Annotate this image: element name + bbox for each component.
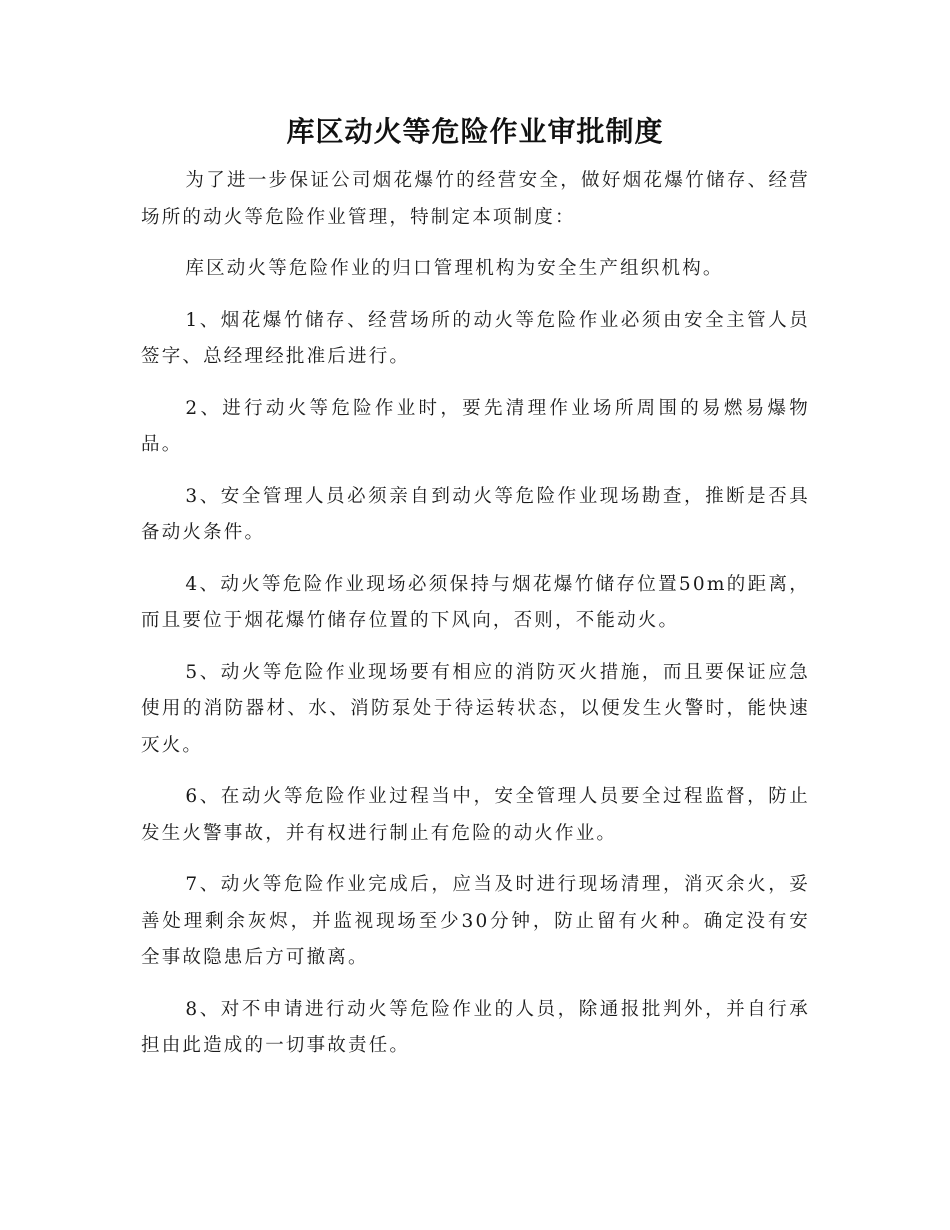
- rule-paragraph-7: 7、动火等危险作业完成后，应当及时进行现场清理，消灭余火，妥善处理剩余灰烬，并监视现场至少30分钟，防止留有火种。确定没有安全事故隐患后方可撤离。: [141, 874, 810, 968]
- management-paragraph: 库区动火等危险作业的归口管理机构为安全生产组织机构。: [185, 258, 724, 279]
- rule-paragraph-8: 8、对不申请进行动火等危险作业的人员，除通报批判外，并自行承担由此造成的一切事故责任。: [141, 998, 810, 1056]
- rule-paragraph-3: 3、安全管理人员必须亲自到动火等危险作业现场勘查，推断是否具备动火条件。: [141, 485, 810, 543]
- rule-paragraph-5: 5、动火等危险作业现场要有相应的消防灭火措施，而且要保证应急使用的消防器材、水、消防泵处于待运转状态，以便发生火警时，能快速灭火。: [141, 661, 810, 756]
- rule-paragraph-4: 4、动火等危险作业现场必须保持与烟花爆竹储存位置50m的距离，而且要位于烟花爆竹储存位置的下风向，否则，不能动火。: [141, 573, 810, 631]
- rule-paragraph-6: 6、在动火等危险作业过程当中，安全管理人员要全过程监督，防止发生火警事故，并有权进行制止有危险的动火作业。: [141, 786, 810, 844]
- intro-paragraph: 为了进一步保证公司烟花爆竹的经营安全，做好烟花爆竹储存、经营场所的动火等危险作业管理，特制定本项制度：: [141, 170, 810, 228]
- rule-paragraph-2: 2、进行动火等危险作业时，要先清理作业场所周围的易燃易爆物品。: [141, 397, 810, 455]
- document-body: [141, 163, 810, 1080]
- rule-paragraph-1: 1、烟花爆竹储存、经营场所的动火等危险作业必须由安全主管人员签字、总经理经批准后进行。: [141, 309, 810, 367]
- document-title: 库区动火等危险作业审批制度: [286, 115, 664, 148]
